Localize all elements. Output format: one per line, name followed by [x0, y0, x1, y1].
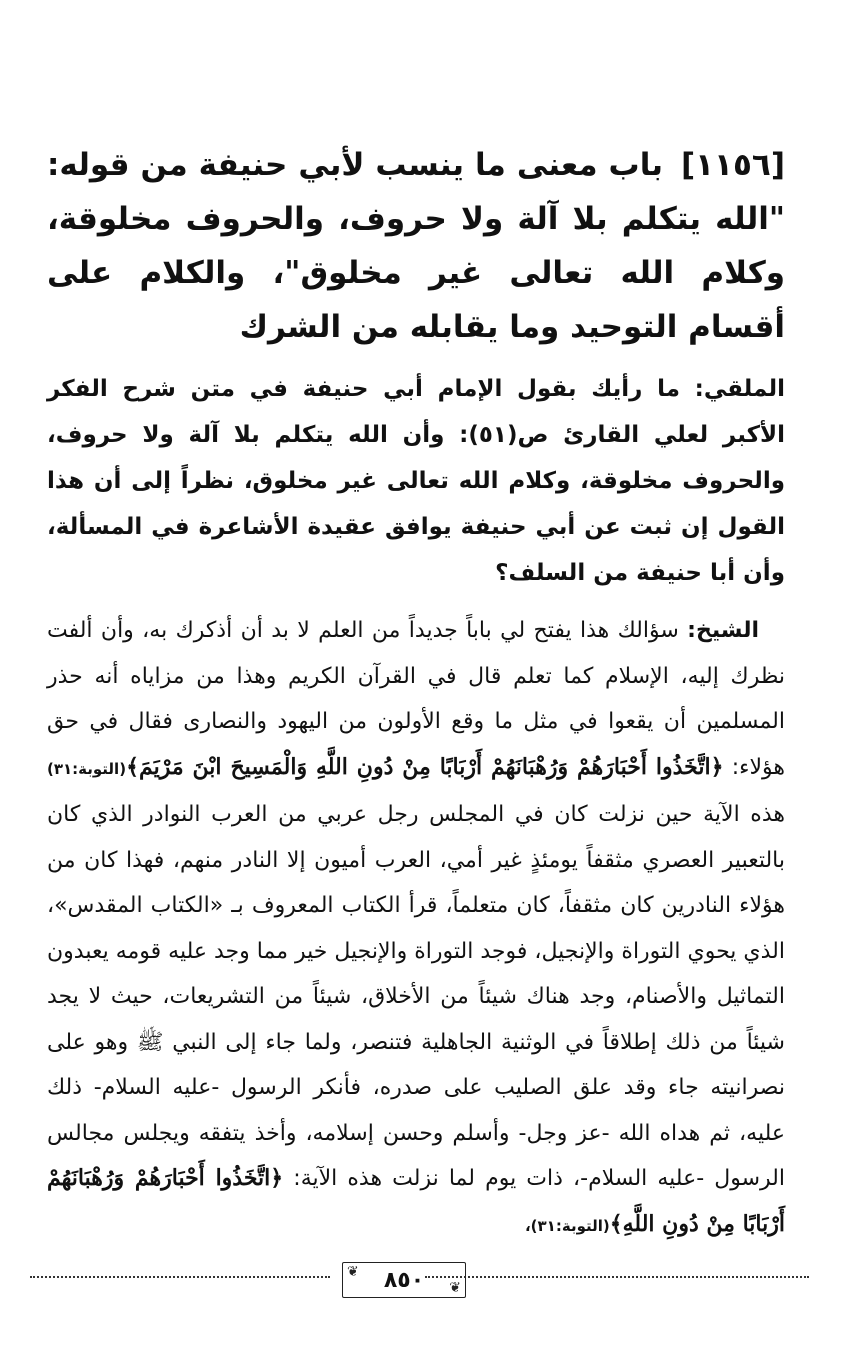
answer-text-part2: هذه الآية حين نزلت كان في المجلس رجل عربي من العرب النوادر الذي كان بالتعبير العصري مثقفاً يومئذٍ غير أمي، العرب أميون إلا النادر منهم، فهذا كان من هؤلاء النادرين كان مثقفاً، كان متعلماً، قرأ الكتاب المعروف بـ «الكتاب المقدس»، الذي يحوي التوراة والإنجيل، فوجد التوراة والإنجيل خير مما وجد عليه قومه يعبدون التماثيل والأصنام، وجد هناك شيئاً من الأخلاق، شيئاً من التشريعات، حيث لا يجد شيئاً من ذلك إطلاقاً في الوثنية الجاهلية فتنصر، ولما جاء إلى النبي ﷺ وهو على نصرانيته جاء وقد علق الصليب على صدره، فأنكر الرسول -عليه السلام- ذلك عليه، ثم هداه الله -عز وجل- وأسلم وحسن إسلامه، وأخذ يتفقه ويجلس مجالس الرسول -عليه السلام-، ذات يوم لما نزلت هذه الآية:	[47, 802, 785, 1191]
footer-rule-left	[30, 1276, 330, 1278]
page-number: ٨٥٠	[383, 1268, 425, 1293]
page-content	[47, 138, 785, 1249]
page-number-frame	[342, 1262, 466, 1298]
chapter-heading	[47, 138, 785, 354]
floral-ornament-icon: ❦	[449, 1280, 461, 1296]
quran-verse-2: ﴿اتَّخَذُوا أَحْبَارَهُمْ وَرُهْبَانَهُمْ أَرْبَابًا مِنْ دُونِ اللَّهِ﴾	[47, 1165, 785, 1237]
question-paragraph: الملقي: ما رأيك بقول الإمام أبي حنيفة في متن شرح الفكر الأكبر لعلي القارئ ص(٥١): وأن الله يتكلم بلا آلة ولا حروف، والحروف مخلوقة، وكلام الله تعالى غير مخلوق، نظراً إلى أن هذا القول إن ثبت عن أبي حنيفة يوافق عقيدة الأشاعرة في المسألة، وأن أبا حنيفة من السلف؟	[47, 376, 785, 586]
answer-text-part1: سؤالك هذا يفتح لي باباً جديداً من العلم لا بد أن أذكرك به، وأن ألفت نظرك إليه، الإسلام كما تعلم قال في القرآن الكريم وهذا من مزاياه أنه حذر المسلمين أن يقعوا في مثل ما وقع الأولون من اليهود والنصارى فقال في حق هؤلاء:	[47, 618, 785, 780]
chapter-number: [١١٥٦]	[680, 147, 785, 183]
answer-section	[47, 608, 785, 1249]
verse-reference-2: (التوبة:٣١)،	[524, 1216, 610, 1235]
floral-ornament-icon: ❦	[347, 1264, 359, 1280]
answer-paragraph	[47, 608, 785, 1249]
chapter-title: باب معنى ما ينسب لأبي حنيفة من قوله: "الله يتكلم بلا آلة ولا حروف، والحروف مخلوقة، وكلام الله تعالى غير مخلوق"، والكلام على أقسام التوحيد وما يقابله من الشرك	[47, 147, 785, 345]
speaker-label: الشيخ:	[687, 618, 759, 643]
footer-rule-right	[425, 1276, 809, 1278]
verse-reference-1: (التوبة:٣١)	[47, 759, 127, 778]
page-footer	[30, 1262, 809, 1302]
quran-verse-1: ﴿اتَّخَذُوا أَحْبَارَهُمْ وَرُهْبَانَهُمْ أَرْبَابًا مِنْ دُونِ اللَّهِ وَالْمَسِيحَ ابْنَ مَرْيَمَ﴾	[126, 753, 724, 780]
